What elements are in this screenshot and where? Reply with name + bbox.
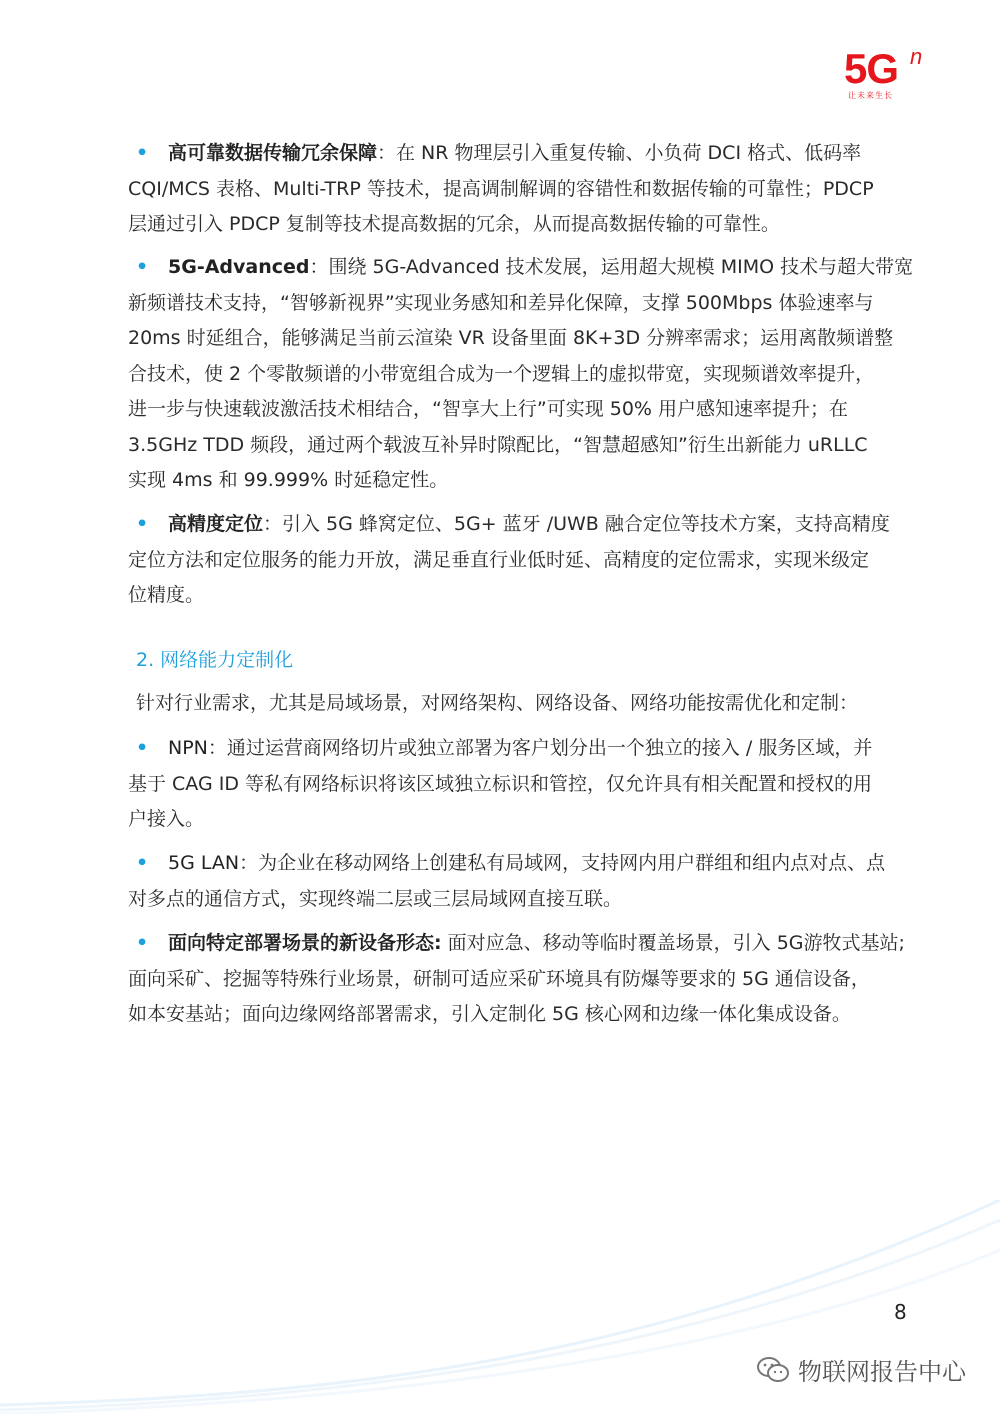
bullet-text: 进一步与快速载波激活技术相结合，“智享大上行”可实现 50% 用户感知速率提升；在 bbox=[128, 398, 848, 420]
bullet-text: 20ms 时延组合，能够满足当前云渲染 VR 设备里面 8K+3D 分辨率需求；运用离散频谱整 bbox=[128, 327, 894, 349]
bullet-dot: • bbox=[136, 513, 149, 535]
bullet-npn bbox=[128, 731, 928, 838]
wechat-icon bbox=[756, 1356, 790, 1384]
bullet-title: 5G-Advanced bbox=[168, 256, 310, 278]
bullet-text: 3.5GHz TDD 频段，通过两个载波互补异时隙配比，“智慧超感知”衍生出新能力 uRLLC bbox=[128, 433, 868, 456]
bullet-text: 面对应急、移动等临时覆盖场景，引入 5G游牧式基站; bbox=[441, 932, 905, 954]
bullet-text: 新频谱技术支持，“智够新视界”实现业务感知和差异化保障，支撑 500Mbps 体验速率与 bbox=[128, 291, 874, 314]
logo-superscript: n bbox=[910, 44, 923, 69]
section-intro bbox=[136, 686, 936, 722]
bullet-text: ：围绕 5G-Advanced 技术发展，运用超大规模 MIMO 技术与超大带宽 bbox=[309, 256, 914, 278]
bullet-text: 层通过引入 PDCP 复制等技术提高数据的冗余，从而提高数据传输的可靠性。 bbox=[128, 213, 780, 235]
bullet-text: 实现 4ms 和 99.999% 时延稳定性。 bbox=[128, 469, 449, 491]
bullet-text: 位精度。 bbox=[128, 584, 205, 606]
intro-text: 针对行业需求，尤其是局域场景，对网络架构、网络设备、网络功能按需优化和定制： bbox=[136, 692, 859, 714]
bullet-title: 5G LAN bbox=[168, 852, 240, 874]
bullet-dot: • bbox=[136, 737, 149, 759]
page-number: 8 bbox=[894, 1300, 907, 1324]
bullet-dot: • bbox=[136, 852, 149, 874]
bullet-title: 面向特定部署场景的新设备形态: bbox=[168, 932, 442, 954]
bullet-text: 对多点的通信方式，实现终端二层或三层局域网直接互联。 bbox=[128, 887, 623, 910]
bullet-title: 高精度定位 bbox=[168, 513, 264, 535]
bullet-title: 高可靠数据传输冗余保障 bbox=[168, 142, 378, 164]
bullet-text: ：引入 5G 蜂窝定位、5G+ 蓝牙 /UWB 融合定位等技术方案，支持高精度 bbox=[263, 513, 890, 535]
bullet-positioning bbox=[128, 507, 928, 614]
bullet-text: 面向采矿、挖掘等特殊行业场景，研制可适应采矿环境具有防爆等要求的 5G 通信设备， bbox=[128, 967, 870, 990]
bullet-dot: • bbox=[136, 142, 149, 164]
bullet-dot: • bbox=[136, 932, 149, 954]
bullet-5g-advanced bbox=[128, 250, 928, 499]
bullet-text: 如本安基站；面向边缘网络部署需求，引入定制化 5G 核心网和边缘一体化集成设备。 bbox=[128, 1003, 851, 1025]
bullet-5g-lan bbox=[128, 846, 928, 917]
bullet-new-device bbox=[128, 926, 928, 1033]
bullet-text: 户接入。 bbox=[128, 808, 205, 830]
bullet-text: CQI/MCS 表格、Multi-TRP 等技术，提高调制解调的容错性和数据传输的可靠性；PDCP bbox=[128, 177, 874, 200]
brand-logo bbox=[844, 46, 934, 102]
watermark bbox=[756, 1352, 966, 1387]
bullet-text: 基于 CAG ID 等私有网络标识将该区域独立标识和管控，仅允许具有相关配置和授权的用 bbox=[128, 772, 873, 795]
bullet-text: 合技术，使 2 个零散频谱的小带宽组合成为一个逻辑上的虚拟带宽，实现频谱效率提升， bbox=[128, 362, 875, 385]
bullet-dot: • bbox=[136, 256, 149, 278]
logo-tagline: 让未来生长 bbox=[848, 91, 893, 100]
watermark-text: 物联网报告中心 bbox=[798, 1358, 966, 1386]
bullet-text: ：在 NR 物理层引入重复传输、小负荷 DCI 格式、低码率 bbox=[377, 142, 862, 164]
section-title: 2. 网络能力定制化 bbox=[136, 649, 294, 671]
bullet-text: ：通过运营商网络切片或独立部署为客户划分出一个独立的接入 / 服务区域，并 bbox=[207, 737, 873, 759]
bullet-text: ：为企业在移动网络上创建私有局域网，支持网内用户群组和组内点对点、点 bbox=[239, 852, 886, 874]
bullet-title: NPN bbox=[168, 737, 208, 759]
logo-5g: 5G bbox=[844, 45, 899, 92]
bullet-reliability bbox=[128, 136, 928, 243]
bullet-text: 定位方法和定位服务的能力开放，满足垂直行业低时延、高精度的定位需求，实现米级定 bbox=[128, 548, 870, 571]
